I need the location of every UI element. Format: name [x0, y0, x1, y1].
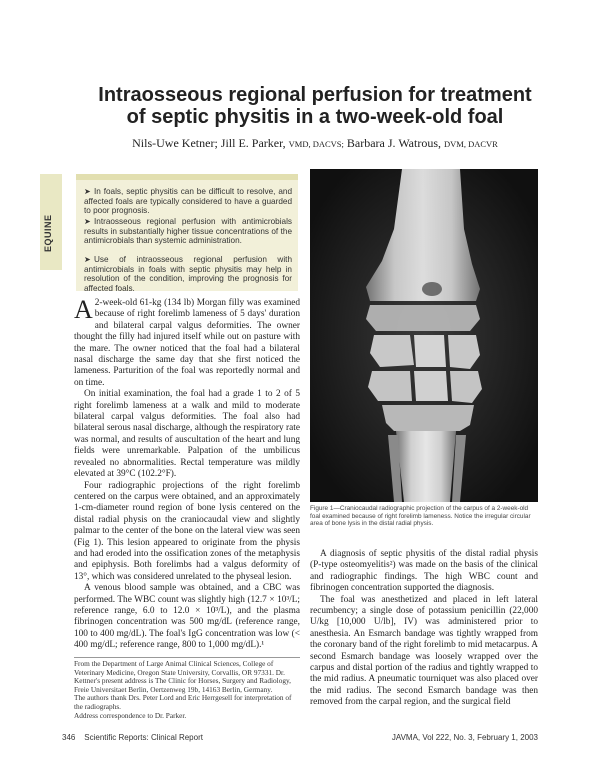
authors-line: [60, 136, 570, 151]
footer-section: Scientific Reports: Clinical Report: [84, 733, 203, 742]
arrow-bullet-icon: ➤: [84, 187, 91, 196]
arrow-bullet-icon: ➤: [84, 217, 91, 226]
arrow-bullet-icon: ➤: [84, 255, 91, 264]
radiograph-image: [310, 169, 538, 502]
paragraph: A diagnosis of septic physitis of the distal radial physis (P-type osteomyelitis²) was made on the basis of the clinical and radiographic findings. The high WBC count and fibrinogen concentration supported the diagnosis.: [310, 549, 538, 594]
page-number: 346: [62, 733, 76, 742]
title-line-2: of septic physitis in a two-week-old foal: [126, 106, 504, 128]
author-3-degree: DVM, DACVR: [444, 139, 498, 149]
key-point: ➤ Intraosseous regional perfusion with antimicrobials results in substantially higher tissue concentrations of the antimicrobials than systemic administration.: [84, 217, 292, 246]
figure-caption: Figure 1—Craniocaudal radiographic projection of the carpus of a 2-week-old foal examined because of right forelimb lameness. Notice the irregular circular area of bone lysis in the distal radial physis.: [310, 505, 531, 528]
paragraph: The foal was anesthetized and placed in left lateral recumbency; a single dose of potassium penicillin (22,000 U/kg [10,000 U/lb], IV) was administered prior to anesthesia. An Esmarch bandage was tightly wrapped from the coronary band of the right forelimb to mid metacarpus. A second Esmarch bandage was loosely wrapped over the carpus and distal portion of the radius and tightly wrapped to the mid radius. A pneumatic tourniquet was also placed over the mid radius. The second Esmarch bandage was then removed from the carpal region, and the surgical field: [310, 594, 538, 708]
author-notes: [74, 657, 300, 720]
author-2: Jill E. Parker,: [220, 136, 286, 150]
paragraph: On initial examination, the foal had a grade 1 to 2 of 5 right forelimb lameness at a walk and mild to moderate bilateral carpal valgus deformities. The foal also had bilateral serous nasal discharge, although the respiratory rate was normal, and results of auscultation of the heart and lung fields were unremarkable. Palpation of the umbilicus revealed no abnormalities. Rectal temperature was mildly elevated at 39°C (102.2°F).: [74, 389, 300, 480]
footer-journal: JAVMA, Vol 222, No. 3, February 1, 2003: [391, 733, 538, 742]
dropcap: A: [74, 295, 93, 324]
author-2-degree: VMD, DACVS;: [288, 139, 344, 149]
author-3: Barbara J. Watrous,: [346, 136, 442, 150]
footer-left: [62, 733, 203, 742]
section-tab-label: EQUINE: [43, 214, 53, 252]
left-column-text: [74, 295, 300, 652]
radiograph-drawing: [310, 169, 538, 502]
paragraph: A venous blood sample was obtained, and a CBC was performed. The WBC count was slightly high (12.7 × 10³/L; reference range, 6.0 to 12.0 × 10³/L), and the plasma fibrinogen concentration was 500 mg/dL (reference range, 100 to 400 mg/dL). The foal's IgG concentration was low (< 400 mg/dL; reference range, 800 to 1,000 mg/dL).¹: [74, 583, 300, 651]
key-points-box: [76, 174, 298, 291]
key-point: ➤ In foals, septic physitis can be difficult to resolve, and affected foals are typically considered to have a guarded to poor prognosis.: [84, 187, 292, 216]
affiliation-note: From the Department of Large Animal Clinical Sciences, College of Veterinary Medicine, Oregon State University, Corvallis, OR 97331. Dr. Kettner's present address is The Clinic for Horses, Surgery and Radiology, Freie Universitaet Berlin, Oertzenweg 19b, 14163 Berlin, Germany.: [74, 659, 292, 694]
author-1: Nils-Uwe Ketner;: [132, 136, 218, 150]
key-point: ➤ Use of intraosseous regional perfusion with antimicrobials in foals with septic physitis may help in resolution of the condition, improving the prognosis for affected foals.: [84, 255, 292, 293]
article-title: [60, 84, 570, 128]
paragraph: A 2-week-old 61-kg (134 lb) Morgan filly was examined because of right forelimb lameness of 5 days' duration and bilateral carpal valgus deformities. The owner thought the filly had injured itself while out on pasture with the mare. The owner noticed that the foal had a bilateral nasal discharge the same day that she first noticed the lameness. Parturition of the foal was reportedly normal and on time.: [74, 295, 300, 388]
section-tab: [40, 174, 62, 270]
right-column-text: [310, 549, 538, 709]
acknowledgment-note: The authors thank Drs. Peter Lord and Eric Herrgesell for interpretation of the radiographs.: [74, 693, 292, 711]
correspondence-note: Address correspondence to Dr. Parker.: [74, 710, 187, 720]
title-line-1: Intraosseous regional perfusion for treatment: [98, 84, 532, 106]
paragraph: Four radiographic projections of the right forelimb centered on the carpus were obtained, and an approximately 1-cm-diameter round region of bone lysis centered on the distal radial physis on the craniocaudal view and slightly palmar to the center of the bone on the lateral view was seen (Fig 1). This lesion appeared to originate from the physis and had eroded into the ossification zones of the metaphysis and epiphysis. Both forelimbs had a valgus deformity of 13°, which was considered unrelated to the physeal lesion.: [74, 480, 300, 582]
